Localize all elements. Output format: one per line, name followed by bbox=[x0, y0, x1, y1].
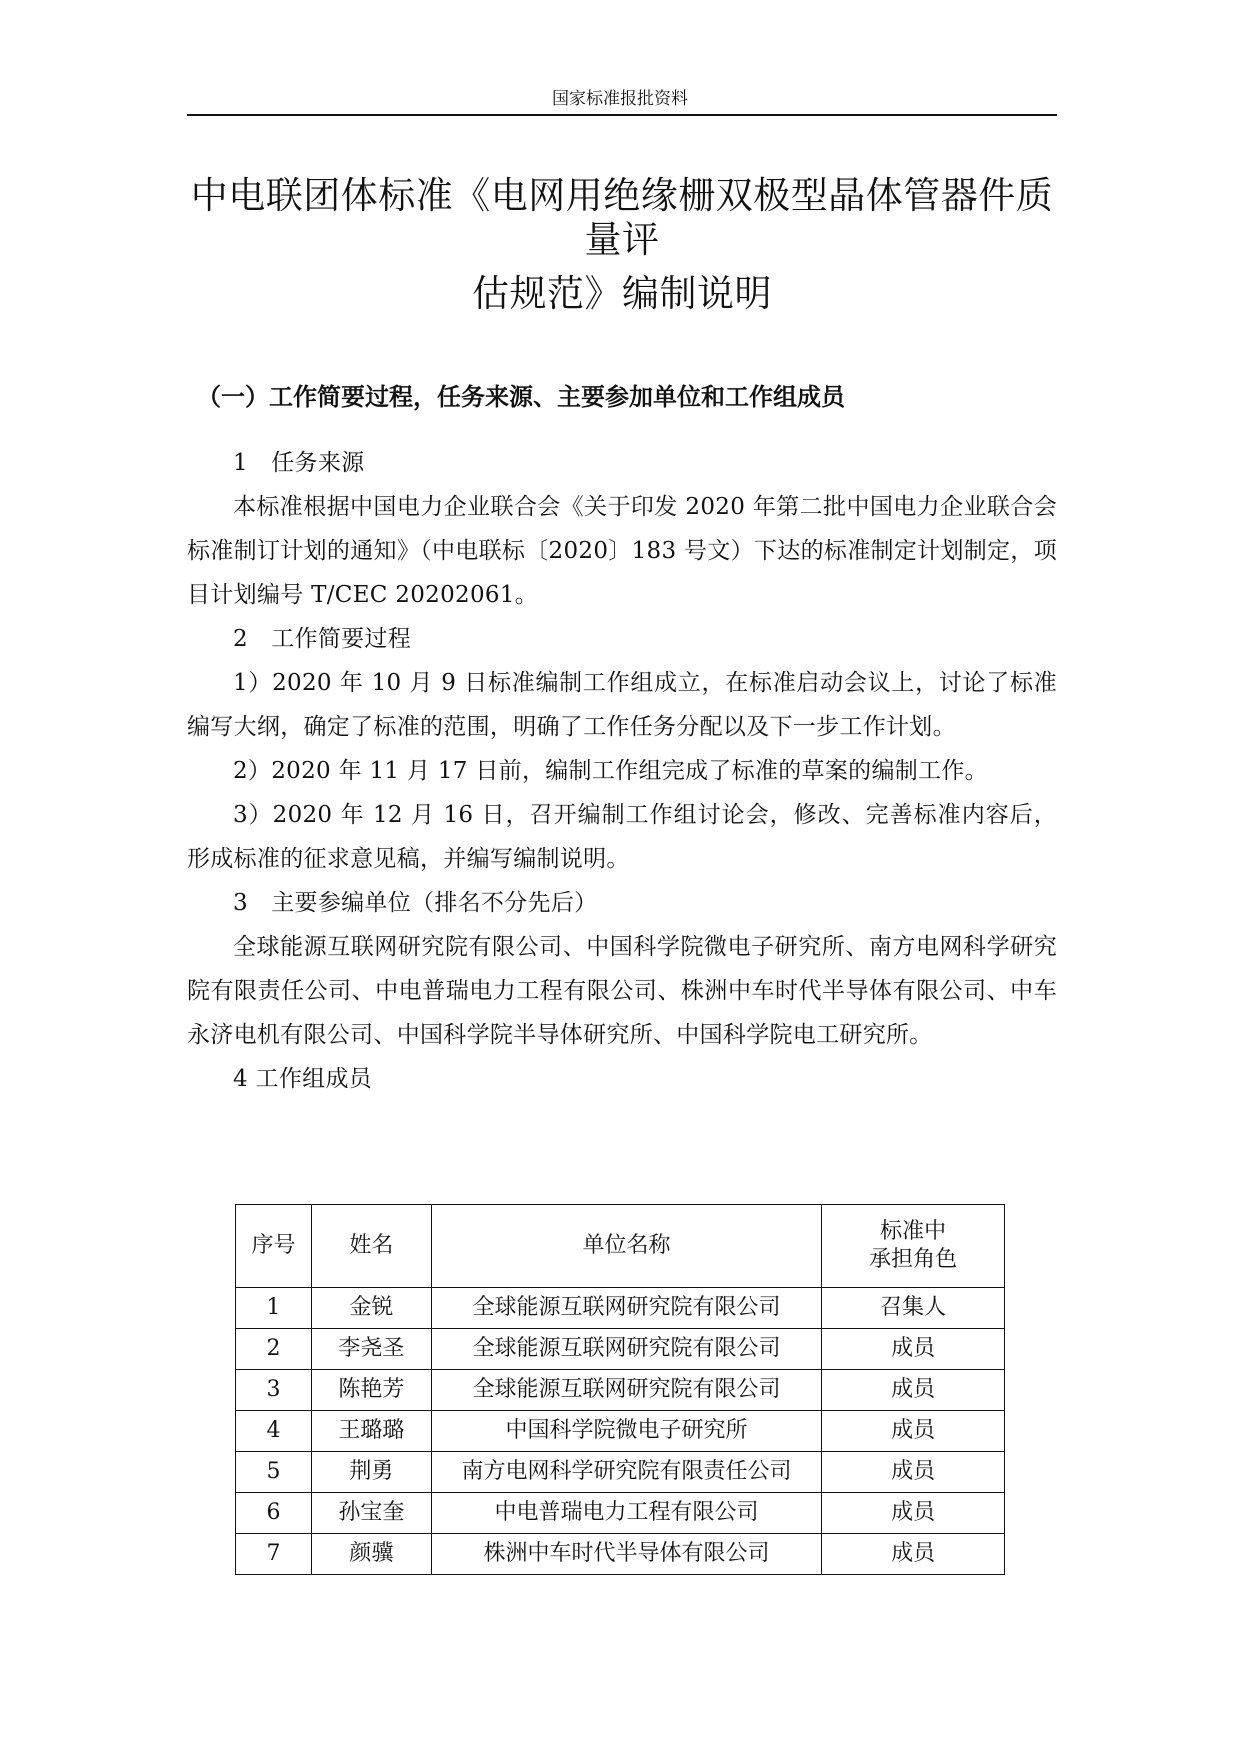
cell-name: 王璐璐 bbox=[311, 1411, 431, 1452]
table-row bbox=[236, 1411, 1005, 1452]
cell-name: 荆勇 bbox=[311, 1452, 431, 1493]
table-row bbox=[236, 1329, 1005, 1370]
table-row bbox=[236, 1370, 1005, 1411]
cell-name: 孙宝奎 bbox=[311, 1493, 431, 1534]
paragraph-process-3: 3）2020 年 12 月 16 日，召开编制工作组讨论会，修改、完善标准内容后，形成标准的征求意见稿，并编写编制说明。 bbox=[187, 802, 1057, 872]
cell-unit: 全球能源互联网研究院有限公司 bbox=[431, 1329, 821, 1370]
paragraph-process-2: 2）2020 年 11 月 17 日前，编制工作组完成了标准的草案的编制工作。 bbox=[233, 758, 988, 784]
document-title-line-2: 估规范》编制说明 bbox=[472, 272, 772, 315]
header-rule bbox=[187, 114, 1057, 116]
body-text bbox=[187, 441, 1057, 1101]
members-table bbox=[235, 1204, 1005, 1575]
header-role bbox=[822, 1205, 1005, 1288]
table-row bbox=[236, 1534, 1005, 1575]
paragraph-task-source: 本标准根据中国电力企业联合会《关于印发 2020 年第二批中国电力企业联合会标准制订计划的通知》（中电联标〔2020〕183 号文）下达的标准制定计划制定，项目计划编号 T/CEC 20202061。 bbox=[187, 494, 1057, 608]
header-role-line-2: 承担角色 bbox=[869, 1247, 958, 1272]
document-title-line-1: 中电联团体标准《电网用绝缘栅双极型晶体管器件质量评 bbox=[190, 174, 1054, 261]
paragraph-participating-units: 全球能源互联网研究院有限公司、中国科学院微电子研究所、南方电网科学研究院有限责任公司、中电普瑞电力工程有限公司、株洲中车时代半导体有限公司、中车永济电机有限公司、中国科学院半导体研究所、中国科学院电工研究所。 bbox=[187, 934, 1057, 1048]
cell-unit: 中电普瑞电力工程有限公司 bbox=[431, 1493, 821, 1534]
cell-serial-no: 6 bbox=[236, 1493, 312, 1534]
cell-name: 金锐 bbox=[311, 1288, 431, 1329]
page-header: 国家标准报批资料 bbox=[552, 89, 688, 109]
table-header-row bbox=[236, 1205, 1005, 1288]
subheading-task-source: 1 任务来源 bbox=[233, 450, 365, 476]
cell-serial-no: 1 bbox=[236, 1288, 312, 1329]
cell-serial-no: 3 bbox=[236, 1370, 312, 1411]
cell-unit: 株洲中车时代半导体有限公司 bbox=[431, 1534, 821, 1575]
header-role-line-1: 标准中 bbox=[880, 1219, 947, 1244]
paragraph-process-1: 1）2020 年 10 月 9 日标准编制工作组成立，在标准启动会议上，讨论了标准编写大纲，确定了标准的范围，明确了工作任务分配以及下一步工作计划。 bbox=[187, 670, 1057, 740]
cell-unit: 全球能源互联网研究院有限公司 bbox=[431, 1370, 821, 1411]
cell-serial-no: 4 bbox=[236, 1411, 312, 1452]
cell-role: 成员 bbox=[822, 1329, 1005, 1370]
subheading-participating-units: 3 主要参编单位（排名不分先后） bbox=[233, 890, 598, 916]
header-unit: 单位名称 bbox=[431, 1205, 821, 1288]
subheading-work-group-members: 4 工作组成员 bbox=[233, 1066, 373, 1092]
header-name: 姓名 bbox=[311, 1205, 431, 1288]
table-row bbox=[236, 1493, 1005, 1534]
cell-serial-no: 2 bbox=[236, 1329, 312, 1370]
cell-name: 颜骥 bbox=[311, 1534, 431, 1575]
cell-role: 召集人 bbox=[822, 1288, 1005, 1329]
cell-name: 李尧圣 bbox=[311, 1329, 431, 1370]
cell-role: 成员 bbox=[822, 1493, 1005, 1534]
cell-unit: 中国科学院微电子研究所 bbox=[431, 1411, 821, 1452]
table-row bbox=[236, 1452, 1005, 1493]
subheading-work-process: 2 工作简要过程 bbox=[233, 626, 412, 652]
section-heading: （一）工作简要过程，任务来源、主要参加单位和工作组成员 bbox=[197, 383, 845, 411]
table-row bbox=[236, 1288, 1005, 1329]
cell-role: 成员 bbox=[822, 1411, 1005, 1452]
cell-role: 成员 bbox=[822, 1452, 1005, 1493]
cell-role: 成员 bbox=[822, 1534, 1005, 1575]
cell-name: 陈艳芳 bbox=[311, 1370, 431, 1411]
cell-serial-no: 5 bbox=[236, 1452, 312, 1493]
cell-unit: 全球能源互联网研究院有限公司 bbox=[431, 1288, 821, 1329]
cell-unit: 南方电网科学研究院有限责任公司 bbox=[431, 1452, 821, 1493]
header-serial-no: 序号 bbox=[236, 1205, 312, 1288]
cell-serial-no: 7 bbox=[236, 1534, 312, 1575]
cell-role: 成员 bbox=[822, 1370, 1005, 1411]
